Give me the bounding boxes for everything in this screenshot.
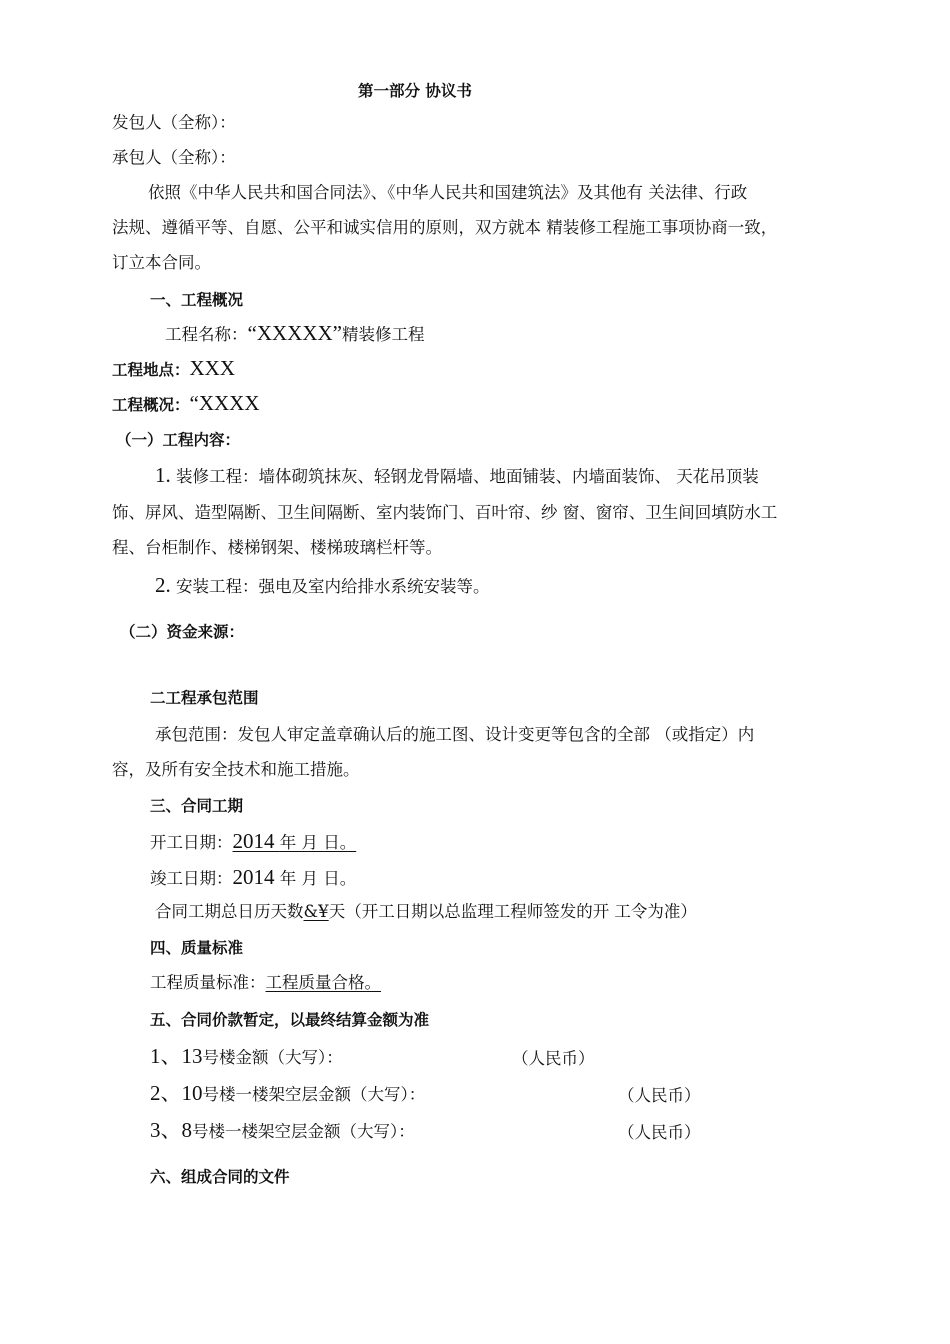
project-name-value: “XXXXX” [247,321,342,345]
scope-line-2: 容，及所有安全技术和施工措施。 [112,760,360,779]
completion-date-label: 竣工日期： [150,869,233,888]
price-row-number: 2、10 [150,1081,203,1105]
item-1-number: 1. [155,463,171,487]
section-3-heading: 三、合同工期 [150,797,244,815]
item-2-number: 2. [155,573,171,597]
item-2 [155,574,490,598]
price-row-unit: （人民币） [618,1086,701,1105]
quality-standard [150,972,381,994]
intro-line-2: 法规、遵循平等、自愿、公平和诚实信用的原则，双方就本 精装修工程施工事项协商一致， [112,218,778,237]
price-row-text: 号楼一楼架空层金额（大写）： [192,1122,415,1141]
item-2-text: 安装工程：强电及室内给排水系统安装等。 [176,577,490,596]
contractor-field: 承包人（全称）： [112,148,236,167]
total-duration-pre: 合同工期总日历天数 [155,902,304,921]
section-1-heading: 一、工程概况 [150,291,244,309]
price-row-number: 1、13 [150,1044,203,1068]
project-overview-value: “XXXX [189,391,260,415]
quality-standard-label: 工程质量标准： [150,973,266,992]
total-duration-value: &¥ [303,902,329,921]
completion-date-year: 2014 [232,865,275,889]
item-1-line-1 [155,464,759,488]
section-4-heading: 四、质量标准 [150,939,244,957]
start-date-label: 开工日期： [150,833,233,852]
project-location-value: XXX [189,356,236,380]
price-row [150,1119,415,1143]
intro-line-1: 依照《中华人民共和国合同法》、《中华人民共和国建筑法》及其他有 关法律、行政 [148,183,748,202]
project-name-suffix: 精装修工程 [341,325,425,344]
price-row-text: 号楼一楼架空层金额（大写）： [202,1085,426,1104]
price-row [150,1045,343,1069]
start-date-value: 2014 年 月 日。 [232,829,357,853]
item-1-text: 装修工程：墙体砌筑抹灰、轻钢龙骨隔墙、地面铺装、内墙面装饰、 天花吊顶装 [176,467,759,486]
section-2-heading: 二工程承包范围 [150,689,259,707]
project-overview-label: 工程概况： [112,396,190,414]
completion-date [150,866,356,890]
intro-line-3: 订立本合同。 [112,253,211,272]
section-6-heading: 六、组成合同的文件 [150,1168,290,1186]
project-location-label: 工程地点： [112,361,190,379]
price-row-number: 3、8 [150,1118,192,1142]
quality-standard-value: 工程质量合格。 [265,973,381,992]
price-row-unit: （人民币） [618,1123,701,1142]
subsection-scope-content: （一）工程内容： [116,431,241,449]
start-date [150,830,356,854]
project-location [112,357,235,381]
total-duration [155,901,697,923]
employer-field: 发包人（全称）： [112,113,236,132]
document-title: 第一部分 协议书 [358,82,472,100]
project-name [165,322,424,346]
price-row-text: 号楼金额（大写）： [202,1048,343,1067]
completion-date-rest: 年 月 日。 [279,869,357,888]
section-5-heading: 五、合同价款暂定，以最终结算金额为准 [150,1011,430,1029]
price-row [150,1082,425,1106]
price-row-unit: （人民币） [512,1049,595,1068]
item-1-line-2: 饰、屏风、造型隔断、卫生间隔断、室内装饰门、百叶帘、纱 窗、窗帘、卫生间回填防水工 [112,503,778,522]
scope-line-1: 承包范围：发包人审定盖章确认后的施工图、设计变更等包含的全部 （或指定）内 [155,725,755,744]
item-1-line-3: 程、台柜制作、楼梯钢架、楼梯玻璃栏杆等。 [112,538,442,557]
project-overview [112,392,260,416]
subsection-funding: （二）资金来源： [120,623,245,641]
total-duration-post: 天（开工日期以总监理工程师签发的开 工令为准） [328,902,697,921]
project-name-label: 工程名称： [165,325,248,344]
